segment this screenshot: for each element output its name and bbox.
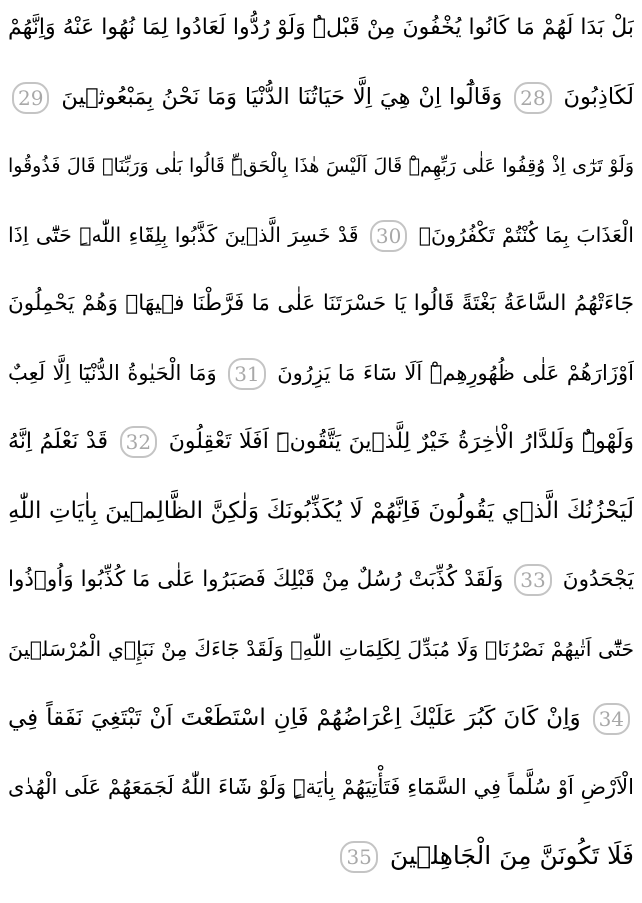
ayah-number-marker: 28 <box>514 82 551 114</box>
line-2-text-a: لَكَاذِبُونَ <box>563 84 634 110</box>
text-line-2 <box>8 73 634 121</box>
line-4-text-a: الْعَذَابَ بِمَا كُنْتُمْ تَكْفُرُونَ۟ <box>418 223 634 247</box>
text-line-12 <box>8 763 634 811</box>
ayah-number-marker: 33 <box>514 564 551 596</box>
ayah-number-marker: 34 <box>593 703 630 735</box>
text-line-13 <box>8 832 634 880</box>
line-10-text: حَتّٰٓى اَتٰيهُمْ نَصْرُنَاۚ وَلَا مُبَدِّلَ لِكَلِمَاتِ اللّٰهِۚ وَلَقَدْ جَٓاءَكَ مِنْ نَبَإِ۬ي الْمُرْسَل۪ينَ <box>8 637 634 661</box>
line-4-text-b: قَدْ خَسِرَ الَّذ۪ينَ كَذَّبُوا بِلِقَٓاءِ اللّٰهِۜ حَتّٰٓى اِذَا <box>8 223 359 247</box>
line-1-text: بَلْ بَدَا لَهُمْ مَا كَانُوا يُخْفُونَ مِنْ قَبْلُۜ وَلَوْ رُدُّوا لَعَادُوا لِمَا نُهُوا عَنْهُ وَاِنَّهُمْ <box>8 15 634 40</box>
line-5-text: جَٓاءَتْهُمُ السَّاعَةُ بَغْتَةً قَالُوا يَا حَسْرَتَنَا عَلٰى مَا فَرَّطْنَا ف۪يهَاۙ وَهُمْ يَحْمِلُونَ <box>8 291 634 316</box>
line-9-text-b: وَلَقَدْ كُذِّبَتْ رُسُلٌ مِنْ قَبْلِكَ فَصَبَرُوا عَلٰى مَا كُذِّبُوا وَاُو۫ذُوا <box>8 567 504 592</box>
text-line-5 <box>8 280 634 328</box>
text-line-10 <box>8 625 634 673</box>
line-12-text: الْاَرْضِ اَوْ سُلَّماً فِي السَّمَٓاءِ فَتَأْتِيَهُمْ بِاٰيَةٍۜ وَلَوْ شَٓاءَ اللّٰهُ لَجَمَعَهُمْ عَلَى الْهُدٰى <box>8 775 634 799</box>
text-line-4 <box>8 211 634 259</box>
line-2-text-b: وَقَالُٓوا اِنْ هِيَ اِلَّا حَيَاتُنَا الدُّنْيَا وَمَا نَحْنُ بِمَبْعُوث۪ينَ <box>61 84 503 110</box>
text-line-3 <box>8 142 634 190</box>
text-line-8 <box>8 487 634 535</box>
line-3-text: وَلَوْ تَرٰٓى اِذْ وُقِفُوا عَلٰى رَبِّهِمْۜ قَالَ اَلَيْسَ هٰذَا بِالْحَقِّۜ قَالُوا بَلٰى وَرَبِّنَاۜ قَالَ فَذُوقُوا <box>8 155 634 177</box>
line-7-text-a: وَلَهْوٌۜ وَلَلدَّارُ الْاٰخِرَةُ خَيْرٌ لِلَّذ۪ينَ يَتَّقُونَۜ اَفَلَا تَعْقِلُونَ <box>168 429 634 454</box>
ayah-number-marker: 29 <box>12 82 49 114</box>
ayah-number-marker: 32 <box>120 426 157 458</box>
line-7-text-b: قَدْ نَعْلَمُ اِنَّهُ <box>8 429 109 454</box>
text-line-11 <box>8 694 634 742</box>
ayah-number-marker: 35 <box>340 841 377 873</box>
text-line-6 <box>8 349 634 397</box>
line-11-text: وَاِنْ كَانَ كَبُرَ عَلَيْكَ اِعْرَاضُهُمْ فَاِنِ اسْتَطَعْتَ اَنْ تَبْتَغِيَ نَفَقاً فِي <box>8 705 581 731</box>
line-6-text-a: اَوْزَارَهُمْ عَلٰى ظُهُورِهِمْۜ اَلَا سَٓاءَ مَا يَزِرُونَ <box>277 361 634 385</box>
ayah-number-marker: 31 <box>228 358 265 390</box>
line-9-text-a: يَجْحَدُونَ <box>562 567 634 592</box>
ayah-number-marker: 30 <box>370 220 407 252</box>
text-line-1 <box>8 4 634 52</box>
text-line-9 <box>8 556 634 604</box>
text-line-7 <box>8 418 634 466</box>
line-13-text: فَلَا تَكُونَنَّ مِنَ الْجَاهِل۪ينَ <box>389 841 634 870</box>
line-6-text-b: وَمَا الْحَيٰوةُ الدُّنْيَٓا اِلَّا لَعِبٌ <box>8 361 217 385</box>
line-8-text: لَيَحْزُنُكَ الَّذ۪ي يَقُولُونَ فَاِنَّهُمْ لَا يُكَذِّبُونَكَ وَلٰكِنَّ الظَّالِم۪ينَ بِاٰيَاتِ اللّٰهِ <box>8 498 634 524</box>
